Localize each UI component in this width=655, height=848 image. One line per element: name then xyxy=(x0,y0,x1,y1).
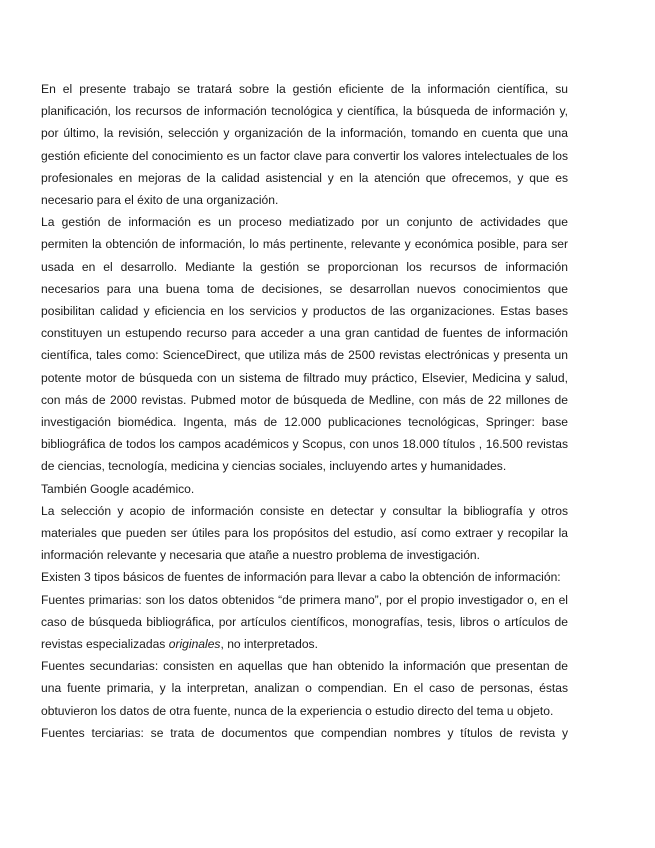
paragraph-gestion-informacion: La gestión de información es un proceso mediatizado por un conjunto de actividades que permiten la obtención de información, lo más pertinente, relevante y económica posible, para ser usada en el desarrollo. Mediante la gestión se proporcionan los recursos de información necesarios para una buena toma de decisiones, se desarrollan nuevos conocimientos que posibilitan calidad y eficiencia en los servicios y productos de las organizaciones. Estas bases constituyen un estupendo recurso para acceder a una gran cantidad de fuentes de información científica, tales como: ScienceDirect, que utiliza más de 2500 revistas electrónicas y presenta un potente motor de búsqueda con un sistema de filtrado muy práctico, Elsevier, Medicina y salud, con más de 2000 revistas. Pubmed motor de búsqueda de Medline, con más de 22 millones de investigación biomédica. Ingenta, más de 12.000 publicaciones tecnológicas, Springer: base bibliográfica de todos los campos académicos y Scopus, con unos 18.000 títulos , 16.500 revistas de ciencias, tecnología, medicina y ciencias sociales, incluyendo artes y humanidades. xyxy=(41,215,568,474)
paragraph-fuentes-secundarias: Fuentes secundarias: consisten en aquellas que han obtenido la información que presentan de una fuente primaria, y la interpretan, analizan o compendian. En el caso de personas, éstas obtuvieron los datos de otra fuente, nunca de la experiencia o estudio directo del tema u objeto. xyxy=(41,659,568,718)
paragraph-fuentes-primarias xyxy=(41,589,568,656)
paragraph-seleccion-acopio: La selección y acopio de información consiste en detectar y consultar la bibliografía y otros materiales que pueden ser útiles para los propósitos del estudio, así como extraer y recopilar la información relevante y necesaria que atañe a nuestro problema de investigación. xyxy=(41,503,568,563)
paragraph-intro: En el presente trabajo se tratará sobre la gestión eficiente de la información científica, su planificación, los recursos de información tecnológica y científica, la búsqueda de información y, por último, la revisión, selección y organización de la información, tomando en cuenta que una gestión eficiente del conocimiento es un factor clave para convertir los valores intelectuales de los profesionales en mejoras de la calidad asistencial y en la atención que ofrecemos, y que es necesario para el éxito de una organización. xyxy=(41,82,568,208)
fuentes-primarias-text: Fuentes primarias: son los datos obtenidos “de primera mano”, por el propio investigador o, en el caso de búsqueda bibliográfica, por artículos científicos, monografías, tesis, libros o artículos de revistas especializadas xyxy=(41,592,568,652)
paragraph-tipos-fuentes: Existen 3 tipos básicos de fuentes de información para llevar a cabo la obtención de información: xyxy=(41,570,561,585)
paragraph-google-academico: También Google académico. xyxy=(41,481,195,496)
fuentes-primarias-tail: , no interpretados. xyxy=(220,637,318,652)
paragraph-fuentes-terciarias: Fuentes terciarias: se trata de documentos que compendian nombres y títulos de revista y xyxy=(41,725,568,740)
document-body xyxy=(41,78,568,744)
fuentes-primarias-italic: originales xyxy=(168,637,221,652)
